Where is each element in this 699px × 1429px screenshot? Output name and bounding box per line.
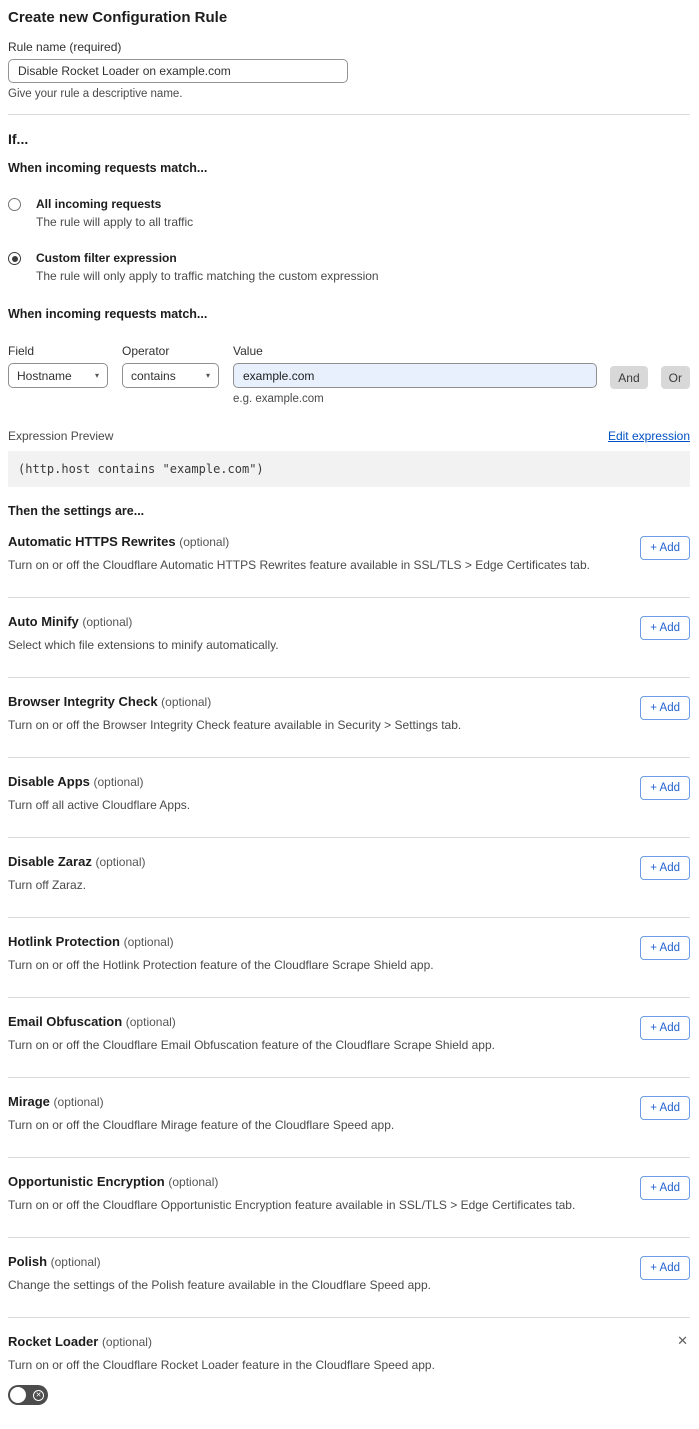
setting-rocket-loader	[8, 1318, 690, 1415]
setting-title: Rocket Loader (optional)	[8, 1334, 152, 1349]
setting-disable-apps	[8, 758, 690, 838]
setting-automatic-https-rewrites	[8, 518, 690, 598]
setting-hotlink-protection	[8, 918, 690, 998]
add-button[interactable]: + Add	[640, 1016, 690, 1040]
optional-label: (optional)	[53, 1095, 104, 1109]
setting-title: Auto Minify (optional)	[8, 614, 133, 629]
radio-label: All incoming requests	[36, 197, 162, 211]
optional-label: (optional)	[125, 1015, 176, 1029]
edit-expression-link[interactable]: Edit expression	[607, 429, 690, 443]
radio-unselected-icon[interactable]	[8, 198, 21, 211]
setting-title: Browser Integrity Check (optional)	[8, 694, 212, 709]
field-select-value: Hostname	[17, 368, 72, 383]
setting-description: Turn on or off the Cloudflare Opportunistic Encryption feature available in SSL/TLS > Edge Certificates tab.	[8, 1198, 576, 1212]
optional-label: (optional)	[168, 1175, 219, 1189]
add-button[interactable]: + Add	[640, 616, 690, 640]
value-input[interactable]	[233, 363, 597, 388]
setting-description: Turn on or off the Cloudflare Mirage feature of the Cloudflare Speed app.	[8, 1118, 395, 1132]
add-button[interactable]: + Add	[640, 936, 690, 960]
setting-title: Opportunistic Encryption (optional)	[8, 1174, 219, 1189]
setting-description: Turn on or off the Cloudflare Automatic HTTPS Rewrites feature available in SSL/TLS > Edge Certificates tab.	[8, 558, 590, 572]
if-heading: If...	[8, 131, 29, 147]
add-button[interactable]: + Add	[640, 696, 690, 720]
then-settings-heading: Then the settings are...	[8, 504, 145, 518]
page-title: Create new Configuration Rule	[8, 9, 228, 26]
setting-description: Turn on or off the Hotlink Protection feature of the Cloudflare Scrape Shield app.	[8, 958, 434, 972]
section-divider	[8, 114, 690, 115]
value-label: Value	[233, 344, 263, 358]
field-select[interactable]	[8, 363, 108, 388]
radio-description: The rule will apply to all traffic	[36, 215, 194, 229]
or-button[interactable]: Or	[661, 366, 690, 389]
optional-label: (optional)	[161, 695, 212, 709]
setting-description: Turn on or off the Cloudflare Rocket Loader feature in the Cloudflare Speed app.	[8, 1358, 435, 1372]
setting-auto-minify	[8, 598, 690, 678]
operator-select-value: contains	[131, 368, 176, 383]
setting-description: Turn off Zaraz.	[8, 878, 87, 892]
expression-preview-label: Expression Preview	[8, 429, 114, 443]
setting-browser-integrity-check	[8, 678, 690, 758]
field-label: Field	[8, 344, 35, 358]
add-button[interactable]: + Add	[640, 536, 690, 560]
setting-mirage	[8, 1078, 690, 1158]
add-button[interactable]: + Add	[640, 1256, 690, 1280]
add-button[interactable]: + Add	[640, 776, 690, 800]
setting-disable-zaraz	[8, 838, 690, 918]
optional-label: (optional)	[101, 1335, 152, 1349]
setting-description: Change the settings of the Polish feature available in the Cloudflare Speed app.	[8, 1278, 431, 1292]
expression-builder	[8, 344, 690, 405]
rule-name-input[interactable]	[8, 59, 348, 83]
chevron-down-icon: ▾	[94, 371, 99, 380]
radio-all-incoming-requests[interactable]	[8, 197, 690, 229]
optional-label: (optional)	[179, 535, 230, 549]
setting-title: Email Obfuscation (optional)	[8, 1014, 176, 1029]
add-button[interactable]: + Add	[640, 856, 690, 880]
rule-name-helper: Give your rule a descriptive name.	[8, 88, 183, 100]
setting-description: Turn off all active Cloudflare Apps.	[8, 798, 191, 812]
optional-label: (optional)	[50, 1255, 101, 1269]
optional-label: (optional)	[82, 615, 133, 629]
setting-description: Turn on or off the Browser Integrity Check feature available in Security > Settings tab.	[8, 718, 462, 732]
optional-label: (optional)	[123, 935, 174, 949]
toggle-off-icon: ✕	[33, 1390, 44, 1401]
operator-select[interactable]	[122, 363, 219, 388]
expression-builder-heading: When incoming requests match...	[8, 307, 208, 321]
add-button[interactable]: + Add	[640, 1176, 690, 1200]
match-heading: When incoming requests match...	[8, 161, 208, 175]
radio-custom-filter-expression[interactable]	[8, 251, 690, 283]
setting-title: Automatic HTTPS Rewrites (optional)	[8, 534, 230, 549]
value-helper: e.g. example.com	[233, 393, 324, 405]
setting-polish	[8, 1238, 690, 1318]
setting-title: Polish (optional)	[8, 1254, 101, 1269]
and-button[interactable]: And	[610, 366, 647, 389]
setting-opportunistic-encryption	[8, 1158, 690, 1238]
setting-description: Select which file extensions to minify automatically.	[8, 638, 279, 652]
optional-label: (optional)	[95, 855, 146, 869]
radio-selected-icon[interactable]	[8, 252, 21, 265]
setting-email-obfuscation	[8, 998, 690, 1078]
setting-description: Turn on or off the Cloudflare Email Obfuscation feature of the Cloudflare Scrape Shield app.	[8, 1038, 495, 1052]
setting-title: Hotlink Protection (optional)	[8, 934, 174, 949]
rocket-loader-toggle[interactable]	[8, 1385, 48, 1405]
optional-label: (optional)	[93, 775, 144, 789]
setting-title: Disable Zaraz (optional)	[8, 854, 146, 869]
radio-label: Custom filter expression	[36, 251, 177, 265]
operator-label: Operator	[122, 344, 170, 358]
add-button[interactable]: + Add	[640, 1096, 690, 1120]
close-icon[interactable]: ✕	[677, 1333, 688, 1348]
chevron-down-icon: ▾	[205, 371, 210, 380]
expression-preview-code: (http.host contains "example.com")	[8, 451, 690, 487]
setting-title: Mirage (optional)	[8, 1094, 104, 1109]
rule-name-label: Rule name (required)	[8, 40, 122, 54]
radio-description: The rule will only apply to traffic matching the custom expression	[36, 269, 379, 283]
toggle-knob	[10, 1387, 26, 1403]
setting-title: Disable Apps (optional)	[8, 774, 144, 789]
